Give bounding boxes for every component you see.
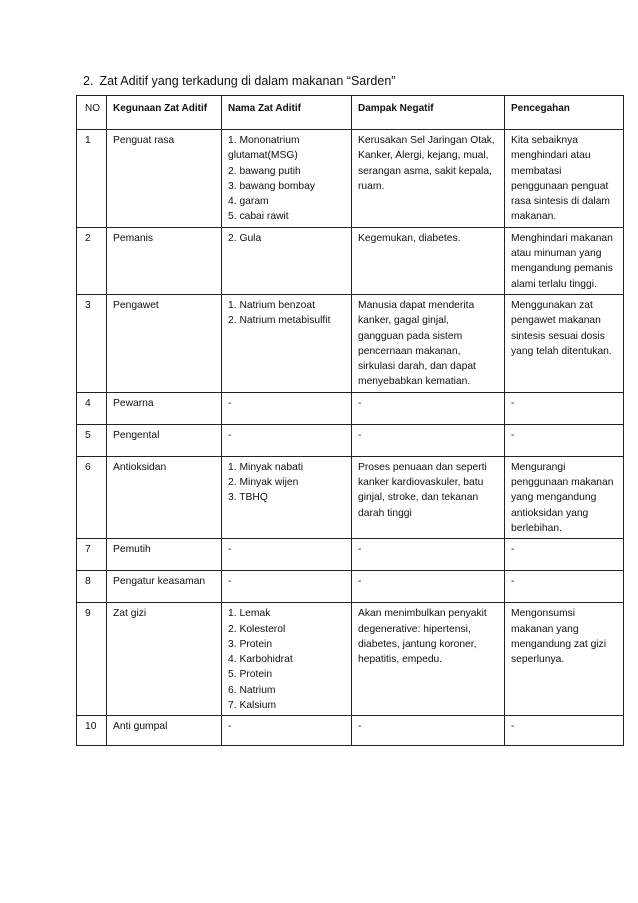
table-row (77, 424, 624, 456)
impact-line: gangguan pada sistem (358, 330, 463, 342)
names-line: 5. cabai rawit (228, 211, 289, 223)
impact-line: sirkulasi darah, dan dapat (358, 361, 476, 373)
table-row (77, 539, 624, 571)
prevention-line: sintesis sesuai dosis (511, 330, 605, 342)
cell-prevention (505, 227, 624, 294)
cell-use: Pemanis (107, 227, 222, 294)
cell-names (222, 539, 352, 571)
cell-impact (352, 456, 505, 538)
prevention-line: - (511, 721, 515, 733)
impact-line: menyebabkan kematian. (358, 376, 471, 388)
cell-no: 5 (77, 424, 107, 456)
cell-no: 10 (77, 716, 107, 746)
cell-use: Pemutih (107, 539, 222, 571)
prevention-line: - (511, 576, 515, 588)
table-header-row (77, 96, 624, 130)
prevention-line: menghindari atau (511, 150, 591, 162)
names-line: 2. Minyak wijen (228, 477, 299, 489)
header-impact: Dampak Negatif (352, 96, 505, 130)
prevention-line: - (511, 397, 515, 409)
impact-line: kanker, gagal ginjal, (358, 315, 450, 327)
cell-names (222, 603, 352, 716)
prevention-line: makanan yang (511, 623, 579, 635)
cell-use: Zat gizi (107, 603, 222, 716)
header-no: NO (77, 96, 107, 130)
impact-line: Kerusakan Sel Jaringan Otak, (358, 135, 495, 146)
cell-names (222, 424, 352, 456)
impact-line: ruam. (358, 180, 385, 192)
cell-use: Pengental (107, 424, 222, 456)
cell-impact (352, 294, 505, 392)
cell-names (222, 571, 352, 603)
prevention-line: makanan. (511, 211, 557, 223)
cell-impact (352, 539, 505, 571)
names-line: 4. Karbohidrat (228, 654, 293, 666)
cell-impact (352, 130, 505, 228)
cell-names (222, 716, 352, 746)
table-row (77, 392, 624, 424)
cell-impact (352, 424, 505, 456)
prevention-line: antioksidan yang (511, 507, 589, 519)
names-line: - (228, 397, 232, 409)
cell-use: Pengawet (107, 294, 222, 392)
names-line: - (228, 544, 232, 556)
names-line: 1. Minyak nabati (228, 461, 303, 473)
names-line: 1. Mononatrium (228, 135, 300, 146)
impact-line: - (358, 576, 362, 588)
table-row (77, 571, 624, 603)
cell-impact (352, 227, 505, 294)
prevention-line: Mengurangi (511, 461, 566, 473)
names-line: 5. Protein (228, 669, 273, 681)
prevention-line: atau minuman yang (511, 248, 602, 260)
impact-line: Proses penuaan dan seperti (358, 461, 487, 473)
impact-line: darah tinggi (358, 507, 412, 519)
impact-line: - (358, 397, 362, 409)
cell-prevention (505, 603, 624, 716)
table-row (77, 294, 624, 392)
prevention-line: mengandung zat gizi (511, 638, 607, 650)
header-use: Kegunaan Zat Aditif (107, 96, 222, 130)
cell-use: Anti gumpal (107, 716, 222, 746)
cell-names (222, 456, 352, 538)
table-row (77, 227, 624, 294)
prevention-line: membatasi (511, 165, 562, 177)
impact-line: - (358, 544, 362, 556)
cell-no: 1 (77, 130, 107, 228)
header-name: Nama Zat Aditif (222, 96, 352, 130)
prevention-line: yang telah ditentukan. (511, 345, 612, 357)
prevention-line: - (511, 429, 515, 441)
cell-prevention (505, 392, 624, 424)
cell-prevention (505, 716, 624, 746)
table-row (77, 716, 624, 746)
cell-no: 2 (77, 227, 107, 294)
section-heading (83, 74, 395, 88)
impact-line: pencernaan makanan, (358, 345, 461, 357)
prevention-line: Mengonsumsi (511, 608, 576, 620)
section-number: 2. (83, 74, 94, 88)
impact-line: ginjal, stroke, dan tekanan (358, 492, 479, 504)
names-line: - (228, 429, 232, 441)
cell-use: Pengatur keasaman (107, 571, 222, 603)
additive-table (76, 95, 624, 746)
impact-line: hepatitis, empedu. (358, 654, 443, 666)
impact-line: Kanker, Alergi, kejang, mual, (358, 150, 489, 162)
names-line: glutamat(MSG) (228, 150, 298, 162)
cell-prevention (505, 571, 624, 603)
cell-prevention (505, 294, 624, 392)
impact-line: Manusia dapat menderita (358, 299, 475, 311)
cell-no: 4 (77, 392, 107, 424)
names-line: 2. bawang putih (228, 165, 301, 177)
names-line: 2. Natrium metabisulfit (228, 315, 331, 327)
cell-impact (352, 392, 505, 424)
prevention-line: Kita sebaiknya (511, 135, 578, 146)
cell-prevention (505, 539, 624, 571)
impact-line: Kegemukan, diabetes. (358, 232, 461, 244)
names-line: 2. Kolesterol (228, 623, 286, 635)
names-line: 6. Natrium (228, 684, 276, 696)
cell-no: 3 (77, 294, 107, 392)
names-line: 3. Protein (228, 638, 273, 650)
section-title: Zat Aditif yang terkadung di dalam makanan “Sarden” (99, 74, 396, 88)
prevention-line: rasa sintesis di dalam (511, 196, 611, 208)
names-line: 3. TBHQ (228, 492, 268, 504)
cell-no: 8 (77, 571, 107, 603)
table-row (77, 603, 624, 716)
names-line: - (228, 576, 232, 588)
table-row (77, 456, 624, 538)
impact-line: kanker kardiovaskuler, batu (358, 477, 484, 489)
cell-use: Antioksidan (107, 456, 222, 538)
impact-line: diabetes, jantung koroner, (358, 638, 477, 650)
names-line: 7. Kalsium (228, 700, 277, 712)
impact-line: - (358, 721, 362, 733)
prevention-line: seperlunya. (511, 654, 565, 666)
prevention-line: pengawet makanan (511, 315, 601, 327)
impact-line: degenerative: hipertensi, (358, 623, 471, 635)
cell-impact (352, 716, 505, 746)
table-body (77, 130, 624, 746)
prevention-line: penggunaan makanan (511, 477, 614, 489)
prevention-line: yang mengandung (511, 492, 597, 504)
cell-prevention (505, 456, 624, 538)
cell-impact (352, 603, 505, 716)
cell-use: Penguat rasa (107, 130, 222, 228)
names-line: 3. bawang bombay (228, 180, 316, 192)
prevention-line: penggunaan penguat (511, 180, 609, 192)
prevention-line: alami terlalu tinggi. (511, 278, 597, 290)
cell-prevention (505, 130, 624, 228)
cell-names (222, 130, 352, 228)
table-row (77, 130, 624, 228)
prevention-line: - (511, 544, 515, 556)
prevention-line: mengandung pemanis (511, 263, 613, 275)
impact-line: Akan menimbulkan penyakit (358, 608, 487, 620)
cell-prevention (505, 424, 624, 456)
cell-no: 6 (77, 456, 107, 538)
names-line: 1. Lemak (228, 608, 271, 620)
cell-names (222, 227, 352, 294)
prevention-line: berlebihan. (511, 522, 562, 534)
prevention-line: Menghindari makanan (511, 232, 613, 244)
names-line: 4. garam (228, 196, 269, 208)
cell-names (222, 294, 352, 392)
header-prevention: Pencegahan (505, 96, 624, 130)
names-line: 2. Gula (228, 232, 262, 244)
names-line: 1. Natrium benzoat (228, 299, 315, 311)
impact-line: serangan asma, sakit kepala, (358, 165, 492, 177)
cell-impact (352, 571, 505, 603)
prevention-line: Menggunakan zat (511, 299, 593, 311)
cell-use: Pewarna (107, 392, 222, 424)
cell-no: 9 (77, 603, 107, 716)
impact-line: - (358, 429, 362, 441)
cell-no: 7 (77, 539, 107, 571)
cell-names (222, 392, 352, 424)
names-line: - (228, 721, 232, 733)
